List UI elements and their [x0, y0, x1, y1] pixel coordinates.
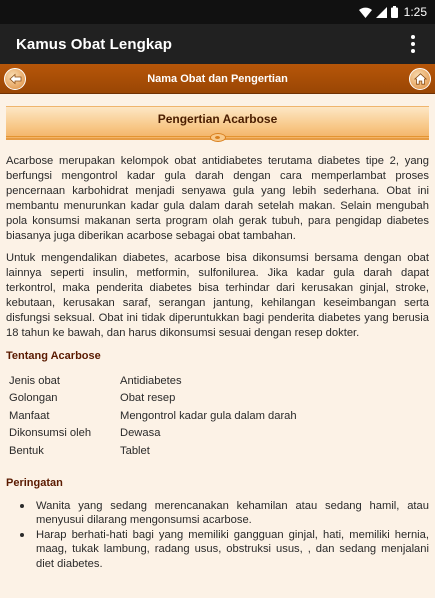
- app-title: Kamus Obat Lengkap: [16, 35, 172, 53]
- info-key: Manfaat: [9, 409, 50, 422]
- battery-icon: [391, 6, 398, 18]
- warning-list: [6, 499, 429, 572]
- nav-bar: [0, 64, 435, 94]
- tentang-heading: Tentang Acarbose: [6, 350, 101, 362]
- banner-ornament-icon: [210, 133, 226, 142]
- wifi-icon: [359, 7, 372, 18]
- info-value: Mengontrol kadar gula dalam darah: [120, 409, 297, 422]
- status-bar: [0, 0, 435, 24]
- info-table: [9, 372, 297, 460]
- list-item: Wanita yang sedang merencanakan kehamilan atau sedang hamil, atau menyusui dilarang mengonsumsi acarbose.: [16, 499, 429, 528]
- home-icon: [414, 73, 427, 85]
- info-value: Tablet: [120, 444, 150, 457]
- back-arrow-icon: [9, 73, 22, 85]
- description-paragraph-1: Acarbose merupakan kelompok obat antidiabetes terutama diabetes tipe 2, yang berfungsi mengontrol kadar gula darah dengan cara memperlambat proses pencernaan karbohidrat menjadi senyawa gula yang lebih sederhana. Obat ini membantu menurunkan kadar gula dalam darah setelah makan. Selain mengubah pola konsumsi makanan serta program olah gerak tubuh, para pengidap diabetes biasanya juga diberikan acarbose sebagai obat tambahan.: [6, 155, 429, 242]
- status-icons: [359, 6, 398, 18]
- info-value: Dewasa: [120, 427, 161, 440]
- table-row: [9, 390, 297, 408]
- app-bar: [0, 24, 435, 64]
- signal-icon: [376, 7, 387, 18]
- peringatan-heading: Peringatan: [6, 476, 63, 489]
- home-button[interactable]: [409, 68, 431, 90]
- banner-title: Pengertian Acarbose: [157, 112, 278, 126]
- info-value: Obat resep: [120, 392, 176, 405]
- back-button[interactable]: [4, 68, 26, 90]
- info-key: Dikonsumsi oleh: [9, 427, 92, 440]
- table-row: [9, 442, 297, 460]
- table-row: [9, 372, 297, 390]
- info-key: Bentuk: [9, 444, 44, 457]
- table-row: [9, 407, 297, 425]
- section-banner: [6, 106, 429, 140]
- info-key: Golongan: [9, 392, 58, 405]
- info-value: Antidiabetes: [120, 374, 182, 387]
- info-key: Jenis obat: [9, 374, 60, 387]
- status-time: 1:25: [403, 5, 427, 19]
- list-item: Harap berhati-hati bagi yang memiliki gangguan ginjal, hati, memiliki hernia, maag, tukak lambung, radang usus, obstruksi usus, , dan sedang menjalani diet diabetes.: [16, 528, 429, 572]
- content-area[interactable]: [0, 94, 435, 571]
- nav-title: Nama Obat dan Pengertian: [147, 72, 288, 85]
- table-row: [9, 425, 297, 443]
- description-paragraph-2: Untuk mengendalikan diabetes, acarbose bisa dikonsumsi bersama dengan obat lainnya seperti insulin, metformin, sulfonilurea. Jika kadar gula darah dapat terkontrol, maka penderita diabetes bisa terhindar dari kerusakan ginjal, stroke, kebutaan, kerusakan saraf, serangan jantung, kehilangan keseimbangan serta disfungsi seksual. Obat ini tidak diperuntukkan bagi penderita diabetes yang berusia 18 tahun ke bawah, dan harus dikonsumsi sesuai dengan resep dokter.: [6, 252, 429, 339]
- overflow-menu-icon[interactable]: [403, 32, 423, 56]
